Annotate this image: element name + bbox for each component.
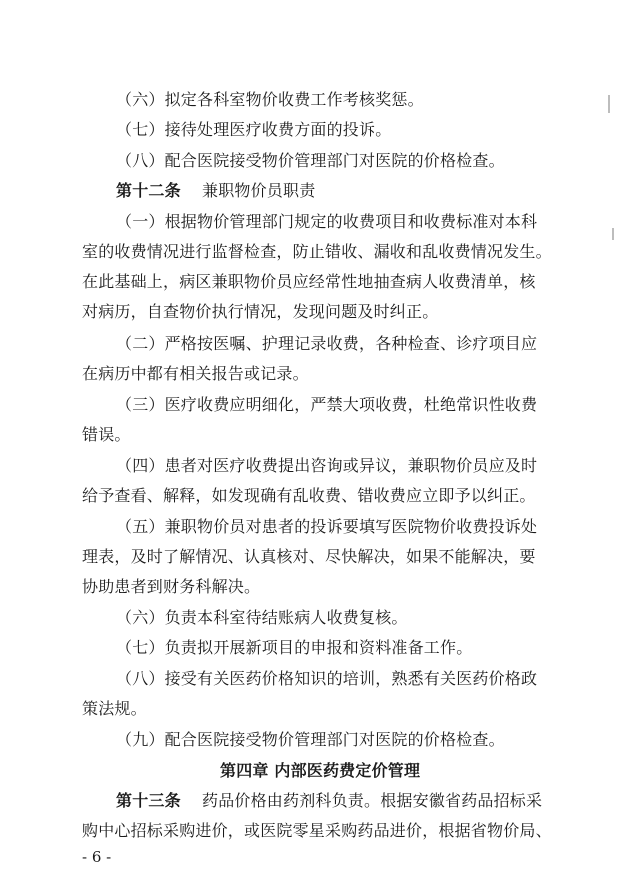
paragraph-line: （二）严格按医嘱、护理记录收费，各种检查、诊疗项目应 <box>116 334 538 353</box>
paragraph-line: 理表，及时了解情况、认真核对、尽快解决，如果不能解决，要 <box>82 547 536 566</box>
paragraph-line: （七）接待处理医疗收费方面的投诉。 <box>116 120 392 139</box>
paragraph-line: （九）配合医院接受物价管理部门对医院的价格检查。 <box>116 730 505 749</box>
paragraph-line: （三）医疗收费应明细化，严禁大项收费，杜绝常识性收费 <box>116 395 538 414</box>
scan-mark <box>608 95 610 113</box>
paragraph-line: （六）负责本科室待结账病人收费复核。 <box>116 608 408 627</box>
page-number: - 6 - <box>82 848 112 866</box>
scan-mark <box>612 228 614 240</box>
paragraph-line: 错误。 <box>82 425 131 444</box>
paragraph-line: 药品价格由药剂科负责。根据安徽省药品招标采 <box>202 791 543 810</box>
paragraph-line: （六）拟定各科室物价收费工作考核奖惩。 <box>116 90 424 109</box>
paragraph-line: （八）配合医院接受物价管理部门对医院的价格检查。 <box>116 151 505 170</box>
paragraph-line: 在此基础上，病区兼职物价员应经常性地抽查病人收费清单，核 <box>82 272 536 291</box>
article-title: 兼职物价员职责 <box>202 181 316 200</box>
paragraph-line: 在病历中都有相关报告或记录。 <box>82 364 309 383</box>
paragraph-line: （七）负责拟开展新项目的申报和资料准备工作。 <box>116 638 473 657</box>
chapter-heading: 第四章 内部医药费定价管理 <box>220 761 421 780</box>
paragraph-line: 协助患者到财务科解决。 <box>82 577 261 596</box>
article-number: 第十二条 <box>116 181 181 200</box>
paragraph-line: （五）兼职物价员对患者的投诉要填写医院物价收费投诉处 <box>116 517 538 536</box>
paragraph-line: 对病历，自查物价执行情况，发现问题及时纠正。 <box>82 302 439 321</box>
paragraph-line: （四）患者对医疗收费提出咨询或异议，兼职物价员应及时 <box>116 456 538 475</box>
article-number: 第十三条 <box>116 791 181 810</box>
paragraph-line: 策法规。 <box>82 699 147 718</box>
paragraph-line: 给予查看、解释，如发现确有乱收费、错收费应立即予以纠正。 <box>82 486 536 505</box>
paragraph-line: 购中心招标采购进价，或医院零星采购药品进价，根据省物价局、 <box>82 821 552 840</box>
paragraph-line: 室的收费情况进行监督检查，防止错收、漏收和乱收费情况发生。 <box>82 242 552 261</box>
paragraph-line: （八）接受有关医药价格知识的培训，熟悉有关医药价格政 <box>116 669 538 688</box>
paragraph-line: （一）根据物价管理部门规定的收费项目和收费标准对本科 <box>116 212 538 231</box>
